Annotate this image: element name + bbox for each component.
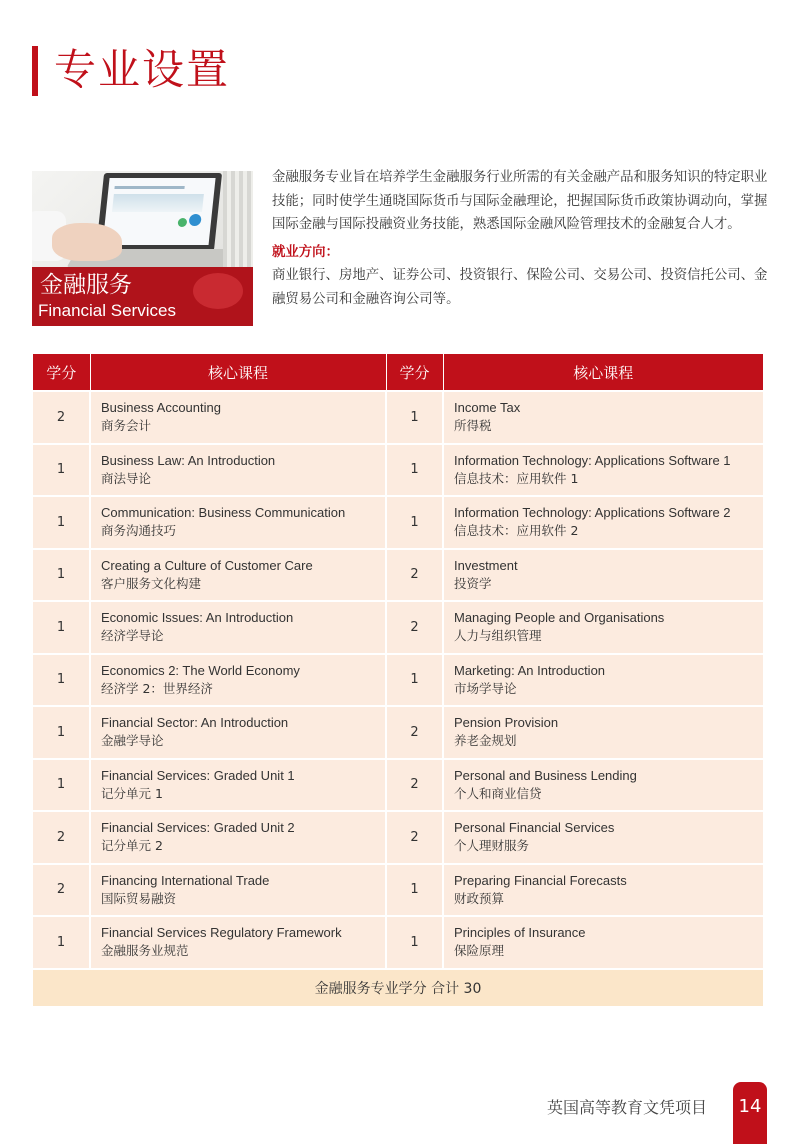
course-cell-right bbox=[443, 444, 763, 497]
course-cell-right bbox=[443, 496, 763, 549]
credit-cell-right: 2 bbox=[386, 811, 443, 864]
course-cell-left bbox=[90, 391, 386, 444]
course-cell-left bbox=[90, 864, 386, 917]
course-cell-right bbox=[443, 759, 763, 812]
credit-cell-right: 1 bbox=[386, 864, 443, 917]
course-cell-left bbox=[90, 916, 386, 969]
intro-paragraph: 金融服务专业旨在培养学生金融服务行业所需的有关金融产品和服务知识的特定职业技能；同时使学生通晓国际货币与国际金融理论，把握国际货币政策协调动向，掌握国际金融与国际投融资业务技能，熟悉国际金融风险管理技术的金融复合人才。 bbox=[272, 170, 768, 232]
course-name-en: Preparing Financial Forecasts bbox=[454, 872, 627, 888]
course-name-cn: 市场学导论 bbox=[454, 680, 517, 696]
credit-cell-left: 2 bbox=[33, 391, 90, 444]
course-cell-left bbox=[90, 549, 386, 602]
course-name-cn: 投资学 bbox=[454, 575, 492, 591]
course-name-cn: 商务沟通技巧 bbox=[101, 523, 177, 539]
course-cell-right bbox=[443, 706, 763, 759]
course-cell-left bbox=[90, 496, 386, 549]
course-name-en: Principles of Insurance bbox=[454, 925, 586, 941]
hero-hand bbox=[52, 223, 122, 261]
hero-background-stripes bbox=[223, 171, 253, 267]
title-accent-bar bbox=[32, 46, 38, 96]
table-row bbox=[33, 391, 763, 444]
table-row bbox=[33, 549, 763, 602]
course-name-en: Income Tax bbox=[454, 400, 521, 416]
table-row bbox=[33, 496, 763, 549]
credit-cell-right: 1 bbox=[386, 496, 443, 549]
course-name-en: Financial Sector: An Introduction bbox=[101, 715, 289, 731]
program-name-cn: 金融服务 bbox=[40, 272, 132, 298]
course-name-cn: 国际贸易融资 bbox=[101, 890, 177, 906]
table-row bbox=[33, 601, 763, 654]
course-cell-right bbox=[443, 549, 763, 602]
course-name-en: Pension Provision bbox=[454, 715, 559, 731]
header-course-2: 核心课程 bbox=[443, 354, 763, 391]
total-row bbox=[33, 969, 763, 1006]
course-name-cn: 个人理财服务 bbox=[454, 838, 530, 854]
course-cell-left bbox=[90, 654, 386, 707]
course-name-cn: 商法导论 bbox=[101, 470, 152, 486]
credit-cell-right: 2 bbox=[386, 706, 443, 759]
course-name-cn: 个人和商业信贷 bbox=[454, 785, 542, 801]
credit-cell-right: 2 bbox=[386, 601, 443, 654]
career-text: 商业银行、房地产、证券公司、投资银行、保险公司、交易公司、投资信托公司、金融贸易公司和金融咨询公司等。 bbox=[272, 268, 768, 307]
course-cell-right bbox=[443, 601, 763, 654]
course-name-cn: 保险原理 bbox=[454, 943, 505, 959]
credit-cell-left: 1 bbox=[33, 916, 90, 969]
program-name-banner bbox=[32, 267, 253, 326]
credit-cell-left: 2 bbox=[33, 811, 90, 864]
credit-cell-left: 1 bbox=[33, 549, 90, 602]
credit-cell-left: 1 bbox=[33, 496, 90, 549]
course-name-en: Financing International Trade bbox=[101, 872, 270, 888]
course-name-cn: 商务会计 bbox=[101, 418, 152, 434]
page-title: 专业设置 bbox=[54, 45, 231, 94]
credit-cell-right: 1 bbox=[386, 391, 443, 444]
credit-cell-left: 1 bbox=[33, 444, 90, 497]
footer-program-label: 英国高等教育文凭项目 bbox=[547, 1098, 708, 1117]
course-name-en: Business Law: An Introduction bbox=[101, 452, 276, 468]
course-name-cn: 经济学 2：世界经济 bbox=[101, 680, 213, 696]
course-name-en: Economic Issues: An Introduction bbox=[101, 610, 294, 626]
credit-cell-right: 1 bbox=[386, 654, 443, 707]
course-name-cn: 金融服务业规范 bbox=[101, 943, 189, 959]
table-row bbox=[33, 654, 763, 707]
course-cell-right bbox=[443, 811, 763, 864]
career-heading: 就业方向： bbox=[272, 244, 339, 260]
program-hero-image bbox=[32, 171, 253, 326]
course-cell-left bbox=[90, 601, 386, 654]
header-credit-1: 学分 bbox=[33, 354, 90, 391]
course-name-en: Financial Services: Graded Unit 1 bbox=[101, 767, 295, 783]
course-name-en: Managing People and Organisations bbox=[454, 610, 665, 626]
credit-cell-left: 1 bbox=[33, 759, 90, 812]
credit-cell-right: 2 bbox=[386, 759, 443, 812]
course-name-cn: 记分单元 1 bbox=[101, 785, 163, 801]
course-cell-right bbox=[443, 916, 763, 969]
credit-cell-left: 2 bbox=[33, 864, 90, 917]
page-number: 14 bbox=[733, 1082, 767, 1144]
course-cell-left bbox=[90, 706, 386, 759]
course-name-en: Marketing: An Introduction bbox=[454, 662, 606, 678]
course-cell-right bbox=[443, 654, 763, 707]
course-name-en: Financial Services: Graded Unit 2 bbox=[101, 820, 295, 836]
course-name-cn: 财政预算 bbox=[454, 890, 505, 906]
credit-cell-right: 1 bbox=[386, 444, 443, 497]
course-name-cn: 金融学导论 bbox=[101, 733, 164, 749]
program-intro bbox=[272, 166, 770, 311]
header-credit-2: 学分 bbox=[386, 354, 443, 391]
table-row bbox=[33, 864, 763, 917]
course-name-en: Personal Financial Services bbox=[454, 820, 615, 836]
course-cell-right bbox=[443, 391, 763, 444]
course-name-cn: 信息技术：应用软件 2 bbox=[454, 523, 579, 539]
credit-cell-right: 2 bbox=[386, 549, 443, 602]
course-name-en: Creating a Culture of Customer Care bbox=[101, 557, 313, 573]
table-header-row bbox=[33, 354, 763, 391]
course-cell-right bbox=[443, 864, 763, 917]
program-name-en: Financial Services bbox=[38, 301, 176, 320]
course-cell-left bbox=[90, 444, 386, 497]
table-row bbox=[33, 916, 763, 969]
course-cell-left bbox=[90, 759, 386, 812]
course-table-body bbox=[33, 391, 763, 1006]
table-row bbox=[33, 444, 763, 497]
course-name-en: Information Technology: Applications Software 1 bbox=[454, 452, 731, 468]
course-name-en: Information Technology: Applications Software 2 bbox=[454, 505, 731, 521]
course-name-en: Personal and Business Lending bbox=[454, 767, 637, 783]
table-row bbox=[33, 706, 763, 759]
course-name-cn: 人力与组织管理 bbox=[454, 628, 542, 644]
course-name-cn: 客户服务文化构建 bbox=[101, 575, 202, 591]
course-name-en: Financial Services Regulatory Framework bbox=[101, 925, 342, 941]
header-course-1: 核心课程 bbox=[90, 354, 386, 391]
course-name-cn: 养老金规划 bbox=[454, 733, 517, 749]
credit-cell-left: 1 bbox=[33, 706, 90, 759]
course-name-en: Communication: Business Communication bbox=[101, 505, 346, 521]
course-table bbox=[33, 354, 763, 1006]
credit-cell-left: 1 bbox=[33, 654, 90, 707]
course-name-cn: 经济学导论 bbox=[101, 628, 164, 644]
course-name-cn: 记分单元 2 bbox=[101, 838, 163, 854]
course-name-en: Economics 2: The World Economy bbox=[101, 662, 300, 678]
course-cell-left bbox=[90, 811, 386, 864]
course-name-en: Business Accounting bbox=[101, 400, 221, 416]
course-name-cn: 信息技术：应用软件 1 bbox=[454, 470, 579, 486]
table-row bbox=[33, 811, 763, 864]
course-name-en: Investment bbox=[454, 557, 518, 573]
credit-cell-right: 1 bbox=[386, 916, 443, 969]
credit-cell-left: 1 bbox=[33, 601, 90, 654]
total-credits: 金融服务专业学分 合计 30 bbox=[33, 969, 763, 1006]
course-name-cn: 所得税 bbox=[454, 418, 492, 434]
table-row bbox=[33, 759, 763, 812]
